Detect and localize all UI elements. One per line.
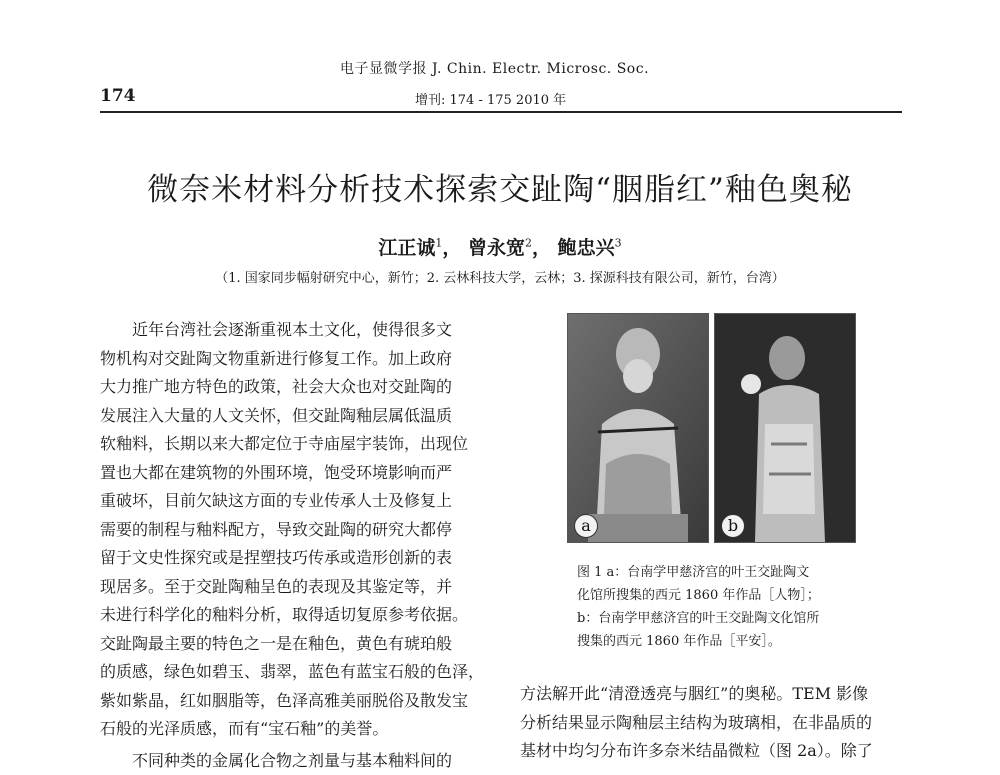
text-line: 交趾陶最主要的特色之一是在釉色，黄色有琥珀般: [100, 630, 490, 659]
text-line: 近年台湾社会逐渐重视本土文化，使得很多文: [100, 316, 490, 345]
text-line: 软釉料，长期以来大都定位于寺庙屋宇装饰，出现位: [100, 430, 490, 459]
page-number: 174: [100, 86, 136, 106]
text-line: 大力推广地方特色的政策，社会大众也对交趾陶的: [100, 373, 490, 402]
text-line: 置也大都在建筑物的外围环境，饱受环境影响而严: [100, 459, 490, 488]
right-column: [520, 680, 920, 766]
text-line: 紫如紫晶，红如胭脂等，色泽高雅美丽脱俗及散发宝: [100, 687, 490, 716]
author-mark: 2: [525, 237, 532, 250]
figure-caption: [577, 561, 867, 653]
text-line: 物机构对交趾陶文物重新进行修复工作。加上政府: [100, 345, 490, 374]
author-mark: 1: [435, 237, 442, 250]
author-separator: ，: [532, 237, 551, 259]
text-line: 石般的光泽质感，而有“宝石釉”的美誉。: [100, 715, 490, 744]
caption-line: 搜集的西元 1860 年作品［平安］。: [577, 630, 867, 653]
text-line: 现居多。至于交趾陶釉呈色的表现及其鉴定等，并: [100, 573, 490, 602]
panel-label: b: [721, 514, 745, 538]
body-paragraph: [100, 747, 490, 775]
figure-photo-b: [714, 313, 856, 543]
author-name: 鲍忠兴: [558, 237, 615, 259]
author-separator: ，: [442, 237, 461, 259]
author-name: 曾永宽: [468, 237, 525, 259]
panel-label: a: [574, 514, 598, 538]
affiliations: （1. 国家同步幅射研究中心，新竹；2. 云林科技大学，云林；3. 探源科技有限公司，新竹，台湾）: [0, 267, 1000, 286]
journal-name: 电子显微学报 J. Chin. Electr. Microsc. Soc.: [340, 58, 649, 78]
article-title: 微奈米材料分析技术探索交趾陶“胭脂红”釉色奥秘: [0, 164, 1000, 209]
text-line: 未进行科学化的釉料分析，取得适切复原参考依据。: [100, 601, 490, 630]
statue-figure-photo: [568, 314, 708, 542]
caption-line: 图 1 a：台南学甲慈济宫的叶王交趾陶文: [577, 561, 867, 584]
text-line: 基材中均匀分布许多奈米结晶微粒（图 2a）。除了: [520, 737, 920, 766]
text-line: 重破坏，目前欠缺这方面的专业传承人士及修复上: [100, 487, 490, 516]
text-line: 的质感，绿色如碧玉、翡翠，蓝色有蓝宝石般的色泽，: [100, 658, 490, 687]
text-line: 发展注入大量的人文关怀，但交趾陶釉层属低温质: [100, 402, 490, 431]
issue-info: 增刊: 174 - 175 2010 年: [415, 89, 566, 108]
body-paragraph: [520, 680, 920, 766]
caption-line: b：台南学甲慈济宫的叶王交趾陶文化馆所: [577, 607, 867, 630]
statue-figure-photo: [715, 314, 855, 542]
text-line: 方法解开此“清澄透亮与胭红”的奥秘。TEM 影像: [520, 680, 920, 709]
header-rule: [100, 111, 902, 113]
text-line: 需要的制程与釉料配方，导致交趾陶的研究大都停: [100, 516, 490, 545]
figure-photo-a: [567, 313, 709, 543]
body-paragraph: [100, 316, 490, 744]
left-column: [100, 316, 490, 775]
author-mark: 3: [615, 237, 622, 250]
author-name: 江正诚: [378, 237, 435, 259]
author-list: [0, 233, 1000, 260]
text-line: 分析结果显示陶釉层主结构为玻璃相，在非晶质的: [520, 709, 920, 738]
text-line: 不同种类的金属化合物之剂量与基本釉料间的: [100, 747, 490, 775]
caption-line: 化馆所搜集的西元 1860 年作品［人物］；: [577, 584, 867, 607]
text-line: 留于文史性探究或是捏塑技巧传承或造形创新的表: [100, 544, 490, 573]
